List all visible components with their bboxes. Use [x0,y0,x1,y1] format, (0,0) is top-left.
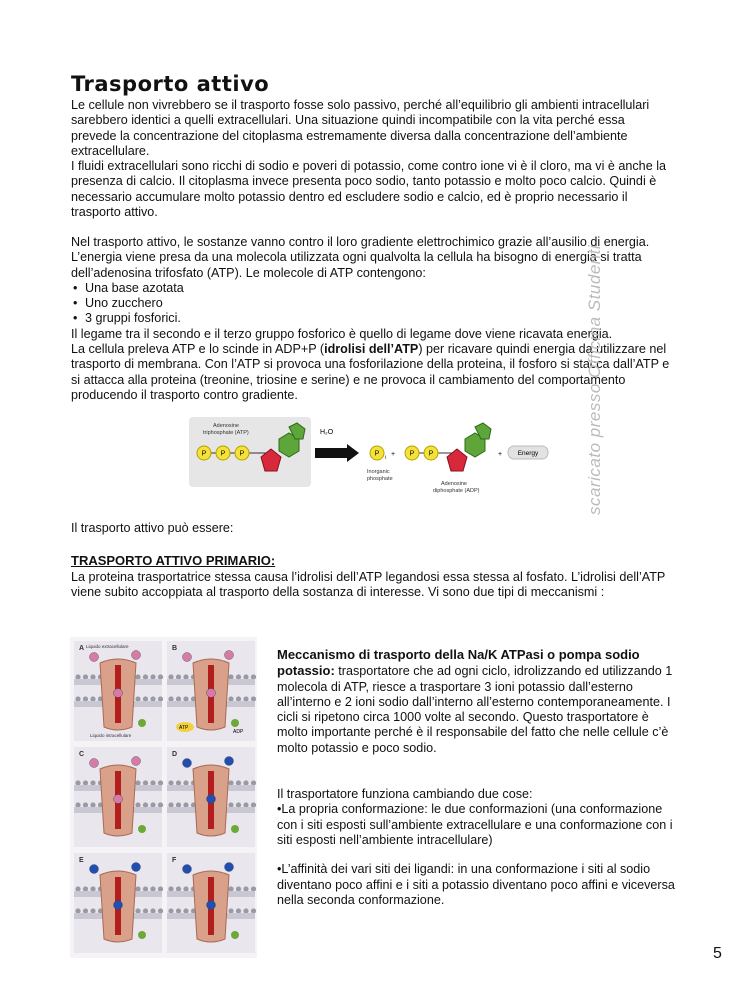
primary-text: La proteina trasportatrice stessa causa l’idrolisi dell’ATP legandosi essa stessa al fosfato. L’idrolisi dell’ATP viene subito accoppiata al trasporto della sostanza di interesse. Vi sono due tipi di meccanismi : [71,570,666,600]
functions-intro: Il trasportatore funziona cambiando due cose: [277,787,533,802]
atp-paragraph-2: Il legame tra il secondo e il terzo gruppo fosforico è quello di legame dove viene ricavata energia. [71,326,613,341]
sodium-ion-icon [207,689,216,698]
panel-letter: B [172,645,178,652]
svg-text:P: P [220,450,226,458]
mechanism-text: trasportatore che ad ogni ciclo, idrolizzando ed utilizzando 1 molecola di ATP, riesce a trasportare 3 ioni potassio dall’esterno all’interno e 2 ioni sodio dall’interno all’esterno contemporaneamente. I cicli si ripetono circa 1000 volte al secondo. Questo trasportatore è molto importante perché è il responsabile del fatto che nelle cellule c’è molto potassio e poco sodio. [277,664,673,755]
svg-text:ATP: ATP [179,725,189,731]
atp-paragraph-3: La cellula preleva ATP e lo scinde in ADP+P (idrolisi dell’ATP) per ricavare quindi energia da utilizzare nel trasporto di membrana. Con l’ATP si provoca una fosforilazione della proteina, il fosforo si stacca dall’ATP e si attacca alla proteina (treonine, triosine e serine) e ne provoca il cambiamento del comportamento producendo il trasporto contro gradiente. [71,342,670,402]
adp-label-line1: Adenosine [441,481,467,487]
atp-components-list [71,281,673,327]
mechanism-heading: Meccanismo di trasporto della Na/K ATPasi o pompa sodio potassio: [277,647,640,679]
sodium-ion-icon [132,651,141,660]
primary-heading: TRASPORTO ATTIVO PRIMARIO: [71,553,276,568]
panel-letter: C [79,751,85,758]
ribose-icon [447,449,467,471]
potassium-ion-icon [132,863,141,872]
arrow-icon [315,444,359,462]
potassium-ion-icon [207,795,216,804]
potassium-ion-icon [183,865,192,874]
sodium-ion-icon [225,651,234,660]
types-intro: Il trasporto attivo può essere: [71,521,234,535]
svg-text:P: P [428,450,434,458]
list-item: • Una base azotata [85,281,673,296]
pump-panel [167,853,256,953]
pump-panel [74,853,163,953]
page-title: Trasporto attivo [71,72,270,96]
phosphate-icon [231,931,239,939]
watermark: scaricato presso Officina Studenti [585,244,604,515]
potassium-ion-icon [183,759,192,768]
svg-text:P: P [374,450,380,458]
atp-section [71,235,673,403]
svg-text:+: + [498,451,503,458]
phosphate-icon [231,719,239,727]
sodium-ion-icon [90,759,99,768]
page-number: 5 [713,945,722,962]
list-item: • 3 gruppi fosforici. [85,311,673,326]
sodium-ion-icon [114,689,123,698]
potassium-ion-icon [225,863,234,872]
atp-hydrolysis-term: idrolisi dell’ATP [324,342,419,357]
list-item: • Uno zucchero [85,296,673,311]
potassium-ion-icon [90,865,99,874]
mechanism-section [277,645,677,908]
sodium-ion-icon [183,653,192,662]
svg-text:ADP: ADP [233,729,244,735]
function-point-2: •L’affinità dei vari siti dei ligandi: in una conformazione i siti al sodio diventano poco affini e i siti a potassio diventano poco affini e viceversa nella seconda conformazione. [277,862,675,907]
adp-label-line2: diphosphate (ADP) [433,488,480,494]
extracellular-label: Liquido extracellulare [86,644,129,649]
sodium-potassium-pump-figure [70,637,257,958]
energy-label: Energy [517,450,539,457]
pump-panel [74,747,163,847]
svg-text:i: i [385,455,387,461]
panel-letter: F [172,857,177,864]
sodium-ion-icon [114,795,123,804]
intro-paragraph-1: Le cellule non vivrebbero se il trasporto fosse solo passivo, perché all’equilibrio gli ambienti intracellulari sarebbero identici a quelli extracellulari. Una situazione quindi incompatibile con la vita perché essa prevede la concentrazione del citoplasma estremamente diversa dalla concentrazione dell’ambiente extracellulare. [71,98,650,158]
phosphate-icon [138,719,146,727]
pump-panel [167,747,256,847]
sodium-ion-icon [90,653,99,662]
potassium-ion-icon [114,901,123,910]
function-point-1: •La propria conformazione: le due conformazioni (una conformazione con i siti esposti sull’ambiente extracellulare e una conformazione con i siti esposti nell’ambiente intracellulare) [277,802,673,847]
water-label: H₂O [320,429,334,436]
phosphate-icon [231,825,239,833]
svg-text:P: P [409,450,415,458]
intro-paragraph-2: I fluidi extracellulari sono ricchi di sodio e poveri di potassio, come contro ione vi è il cloro, ma vi è anche la presenza di calcio. Il citoplasma invece presenta poco sodio, tanto potassio e molto poco calcio. Quindi è necessario accumulare molto potassio dentro ed escludere sodio e calcio, ed è proprio necessario il trasporto attivo. [71,159,666,219]
atp-hydrolysis-figure [189,417,559,502]
pump-panel [74,641,163,741]
phosphate-icon [138,931,146,939]
atp-paragraph-1: Nel trasporto attivo, le sostanze vanno contro il loro gradiente elettrochimico grazie all’ausilio di energia. L’energia viene presa da una molecola utilizzata ogni qualvolta la cellula ha bisogno di energia si tratta dell’adenosina trifosfato (ATP). Le molecole di ATP contengono: [71,235,650,280]
atp-label-line1: Adenosine [213,423,239,429]
panel-letter: D [172,751,178,758]
phosphate-icon [138,825,146,833]
panel-letter: A [79,645,85,652]
panel-letter: E [79,857,84,864]
inorganic-label-line2: phosphate [367,476,393,482]
intracellular-label: Liquido intracellulare [90,733,132,738]
atp-label-line2: triphosphate (ATP) [203,430,249,436]
svg-text:+: + [391,451,396,458]
inorganic-label-line1: Inorganic [367,469,390,475]
potassium-ion-icon [207,901,216,910]
svg-text:P: P [239,450,245,458]
svg-text:P: P [201,450,207,458]
pump-panel [167,641,256,741]
potassium-ion-icon [225,757,234,766]
sodium-ion-icon [132,757,141,766]
